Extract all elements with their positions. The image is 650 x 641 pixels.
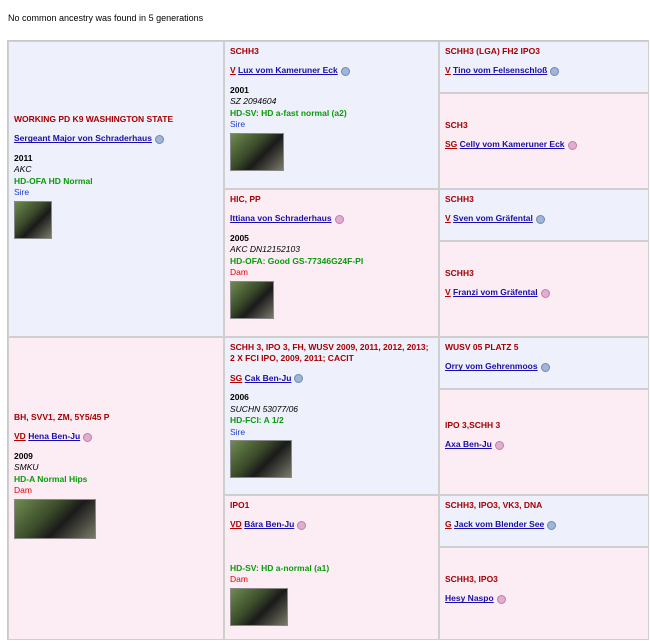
pedigree-cell-g3 bbox=[439, 337, 649, 389]
dog-titles: SCH3 bbox=[445, 120, 468, 130]
dog-titles: SCHH3 bbox=[445, 268, 474, 278]
dog-name-link[interactable]: Jack vom Blender See bbox=[454, 519, 545, 530]
dog-name-link[interactable]: Tino vom Felsenschloß bbox=[453, 65, 548, 76]
rating-prefix: VD bbox=[14, 431, 26, 442]
pedigree-cell-sire-dam bbox=[224, 189, 439, 337]
female-icon bbox=[568, 141, 577, 150]
dog-titles: SCHH 3, IPO 3, FH, WUSV 2009, 2011, 2012, 2013; 2 X FCI IPO, 2009, 2011; CACIT bbox=[230, 342, 429, 364]
pedigree-cell-sire-sire bbox=[224, 41, 439, 189]
registration: AKC bbox=[14, 164, 32, 175]
rating-prefix: VD bbox=[230, 519, 242, 530]
female-icon bbox=[497, 595, 506, 604]
pedigree-cell-g3 bbox=[439, 241, 649, 337]
male-icon bbox=[294, 374, 303, 383]
male-icon bbox=[550, 67, 559, 76]
dog-photo[interactable] bbox=[230, 440, 292, 478]
dog-titles: WUSV 05 PLATZ 5 bbox=[445, 342, 519, 352]
dog-photo[interactable] bbox=[14, 201, 52, 239]
registration: SMKU bbox=[14, 462, 39, 473]
pedigree-cell-g3 bbox=[439, 93, 649, 189]
dog-name-link[interactable]: Sergeant Major von Schraderhaus bbox=[14, 133, 152, 144]
dog-name-link[interactable]: Ittiana von Schraderhaus bbox=[230, 213, 332, 224]
dog-name-link[interactable]: Hena Ben-Ju bbox=[28, 431, 81, 442]
role-label: Dam bbox=[14, 485, 32, 496]
female-icon bbox=[335, 215, 344, 224]
dog-titles: SCHH3, IPO3, VK3, DNA bbox=[445, 500, 543, 510]
hip-rating: HD-A Normal Hips bbox=[14, 473, 88, 484]
pedigree-cell-dam-sire bbox=[224, 337, 439, 495]
dog-titles: SCHH3 bbox=[230, 46, 259, 56]
dog-photo[interactable] bbox=[230, 588, 288, 626]
role-label: Sire bbox=[14, 187, 30, 198]
dog-name-link[interactable]: Cak Ben-Ju bbox=[244, 372, 292, 383]
role-label: Sire bbox=[230, 426, 246, 437]
dog-titles: SCHH3 bbox=[445, 194, 474, 204]
dog-photo[interactable] bbox=[230, 133, 284, 171]
rating-prefix: V bbox=[445, 65, 451, 76]
birth-year: 2009 bbox=[14, 450, 33, 461]
male-icon bbox=[341, 67, 350, 76]
rating-prefix: V bbox=[445, 287, 451, 298]
role-label: Dam bbox=[230, 574, 248, 585]
dog-titles: IPO1 bbox=[230, 500, 250, 510]
dog-photo[interactable] bbox=[14, 499, 96, 539]
dog-titles: SCHH3 (LGA) FH2 IPO3 bbox=[445, 46, 540, 56]
female-icon bbox=[83, 433, 92, 442]
female-icon bbox=[495, 441, 504, 450]
registration: AKC DN12152103 bbox=[230, 244, 300, 255]
status-message: No common ancestry was found in 5 generations bbox=[8, 13, 204, 23]
dog-name-link[interactable]: Hesy Naspo bbox=[445, 593, 494, 604]
dog-titles: WORKING PD K9 WASHINGTON STATE bbox=[14, 114, 174, 124]
dog-titles: BH, SVV1, ZM, 5Y5/45 P bbox=[14, 412, 110, 422]
hip-rating: HD-OFA: Good GS-77346G24F-PI bbox=[230, 255, 364, 266]
male-icon bbox=[155, 135, 164, 144]
female-icon bbox=[297, 521, 306, 530]
rating-prefix: G bbox=[445, 519, 452, 530]
dog-titles: IPO 3,SCHH 3 bbox=[445, 420, 501, 430]
registration: SZ 2094604 bbox=[230, 96, 277, 107]
pedigree-cell-dam-dam bbox=[224, 495, 439, 640]
pedigree-cell-sire bbox=[8, 41, 224, 337]
dog-name-link[interactable]: Lux vom Kameruner Eck bbox=[238, 65, 338, 76]
dog-titles: SCHH3, IPO3 bbox=[445, 574, 498, 584]
male-icon bbox=[536, 215, 545, 224]
role-label: Dam bbox=[230, 267, 248, 278]
pedigree-cell-g3 bbox=[439, 547, 649, 640]
rating-prefix: SG bbox=[230, 372, 243, 383]
rating-prefix: V bbox=[445, 213, 451, 224]
hip-rating: HD-SV: HD a-normal (a1) bbox=[230, 562, 330, 573]
pedigree-cell-g3 bbox=[439, 389, 649, 495]
birth-year: 2005 bbox=[230, 232, 249, 243]
pedigree-cell-dam bbox=[8, 337, 224, 640]
pedigree-cell-g3 bbox=[439, 189, 649, 241]
hip-rating: HD-OFA HD Normal bbox=[14, 175, 93, 186]
dog-name-link[interactable]: Franzi vom Gräfental bbox=[453, 287, 538, 298]
dog-photo[interactable] bbox=[230, 281, 274, 319]
birth-year: 2006 bbox=[230, 392, 249, 403]
rating-prefix: SG bbox=[445, 139, 458, 150]
dog-name-link[interactable]: Orry vom Gehrenmoos bbox=[445, 361, 538, 372]
female-icon bbox=[541, 289, 550, 298]
pedigree-cell-g3 bbox=[439, 495, 649, 547]
pedigree-grid bbox=[7, 40, 649, 640]
hip-rating: HD-FCI: A 1/2 bbox=[230, 415, 284, 426]
pedigree-cell-g3 bbox=[439, 41, 649, 93]
birth-year: 2011 bbox=[14, 152, 33, 163]
registration: SUCHN 53077/06 bbox=[230, 403, 299, 414]
dog-titles: HIC, PP bbox=[230, 194, 261, 204]
dog-name-link[interactable]: Bára Ben-Ju bbox=[244, 519, 295, 530]
dog-name-link[interactable]: Axa Ben-Ju bbox=[445, 439, 492, 450]
male-icon bbox=[547, 521, 556, 530]
role-label: Sire bbox=[230, 119, 246, 130]
dog-name-link[interactable]: Celly vom Kameruner Eck bbox=[459, 139, 565, 150]
dog-name-link[interactable]: Sven vom Gräfental bbox=[453, 213, 533, 224]
rating-prefix: V bbox=[230, 65, 236, 76]
birth-year: 2001 bbox=[230, 84, 249, 95]
male-icon bbox=[541, 363, 550, 372]
hip-rating: HD-SV: HD a-fast normal (a2) bbox=[230, 107, 347, 118]
